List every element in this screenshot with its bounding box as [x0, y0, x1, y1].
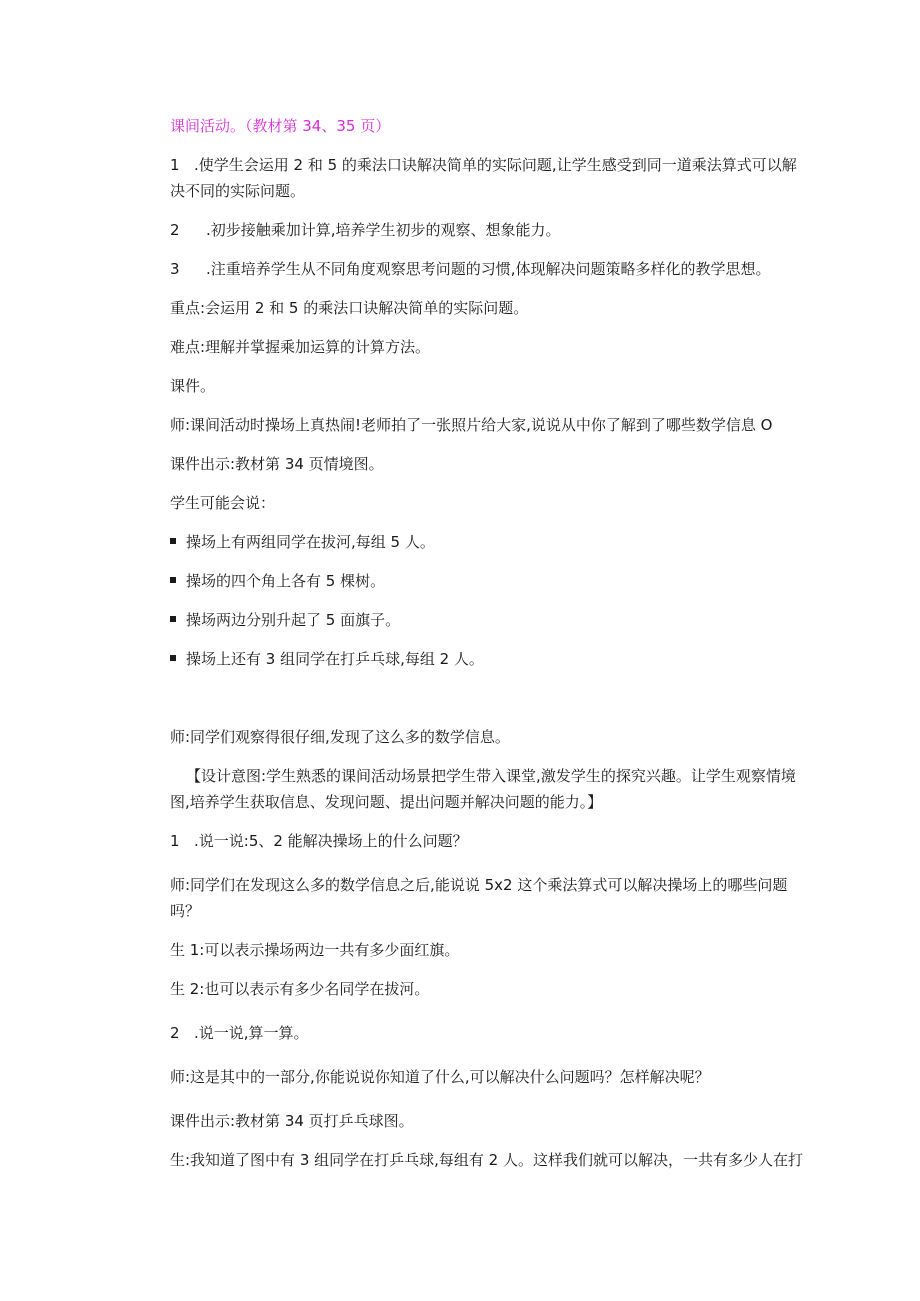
student-answer-2: 生 2:也可以表示有多少名同学在拔河。 [170, 980, 430, 998]
courseware-2: 课件出示:教材第 34 页打乒乓球图。 [170, 1112, 414, 1130]
list-item [170, 648, 795, 670]
objective-text: .注重培养学生从不同角度观察思考问题的习惯,体现解决问题策略多样化的教学思想。 [206, 260, 771, 278]
objective-text: .使学生会运用 2 和 5 的乘法口诀解决简单的实际问题,让学生感受到同一道乘法算式可以解 [194, 156, 797, 174]
activity-number: 1 [170, 832, 180, 850]
objective-number: 2 [170, 221, 180, 239]
courseware-1: 课件出示:教材第 34 页情境图。 [170, 455, 384, 473]
objective-3 [170, 258, 795, 280]
objective-1 [170, 154, 795, 176]
activity-2 [170, 1022, 795, 1044]
list-item-text: 操场上还有 3 组同学在打乒乓球,每组 2 人。 [186, 650, 484, 668]
design-intent: 【设计意图:学生熟悉的课间活动场景把学生带入课堂,激发学生的探究兴趣。让学生观察情境 [186, 767, 796, 785]
list-item-text: 操场的四个角上各有 5 棵树。 [186, 572, 386, 590]
bullet-icon [170, 655, 176, 661]
activity-text: .说一说,算一算。 [194, 1024, 309, 1042]
objective-number: 3 [170, 260, 180, 278]
lesson-title: 课间活动。（教材第 34、35 页） [170, 117, 391, 135]
bullet-icon [170, 538, 176, 544]
bullet-icon [170, 577, 176, 583]
student-answer-1: 生 1:可以表示操场两边一共有多少面红旗。 [170, 941, 460, 959]
objective-1-continued: 决不同的实际问题。 [170, 182, 306, 200]
materials: 课件。 [170, 377, 216, 395]
list-item [170, 531, 795, 553]
teacher-question-2: 师:这是其中的一部分,你能说说你知道了什么,可以解决什么问题吗？怎样解决呢？ [170, 1068, 710, 1086]
difficult-point: 难点:理解并掌握乘加运算的计算方法。 [170, 338, 431, 356]
list-item-text: 操场两边分别升起了 5 面旗子。 [186, 611, 401, 629]
list-item [170, 609, 795, 631]
teacher-question-1-continued: 吗？ [170, 902, 201, 920]
teacher-question-1: 师:同学们在发现这么多的数学信息之后,能说说 5x2 这个乘法算式可以解决操场上的哪些问题 [170, 876, 788, 894]
objective-2 [170, 219, 795, 241]
list-item [170, 570, 795, 592]
students-may-say: 学生可能会说： [170, 494, 276, 512]
activity-text: .说一说:5、2 能解决操场上的什么问题？ [194, 832, 468, 850]
key-point: 重点:会运用 2 和 5 的乘法口诀解决简单的实际问题。 [170, 299, 529, 317]
design-intent-continued: 图,培养学生获取信息、发现问题、提出问题并解决问题的能力。】 [170, 793, 603, 811]
objective-number: 1 [170, 156, 180, 174]
teacher-intro: 师:课间活动时操场上真热闹!老师拍了一张照片给大家,说说从中你了解到了哪些数学信息 O [170, 416, 773, 434]
bullet-icon [170, 616, 176, 622]
objective-text: .初步接触乘加计算,培养学生初步的观察、想象能力。 [206, 221, 561, 239]
student-answer-3: 生:我知道了图中有 3 组同学在打乒乓球,每组有 2 人。这样我们就可以解决，一共有多少人在打 [170, 1151, 803, 1169]
activity-1 [170, 830, 795, 852]
teacher-praise: 师:同学们观察得很仔细,发现了这么多的数学信息。 [170, 728, 510, 746]
activity-number: 2 [170, 1024, 180, 1042]
list-item-text: 操场上有两组同学在拔河,每组 5 人。 [186, 533, 435, 551]
